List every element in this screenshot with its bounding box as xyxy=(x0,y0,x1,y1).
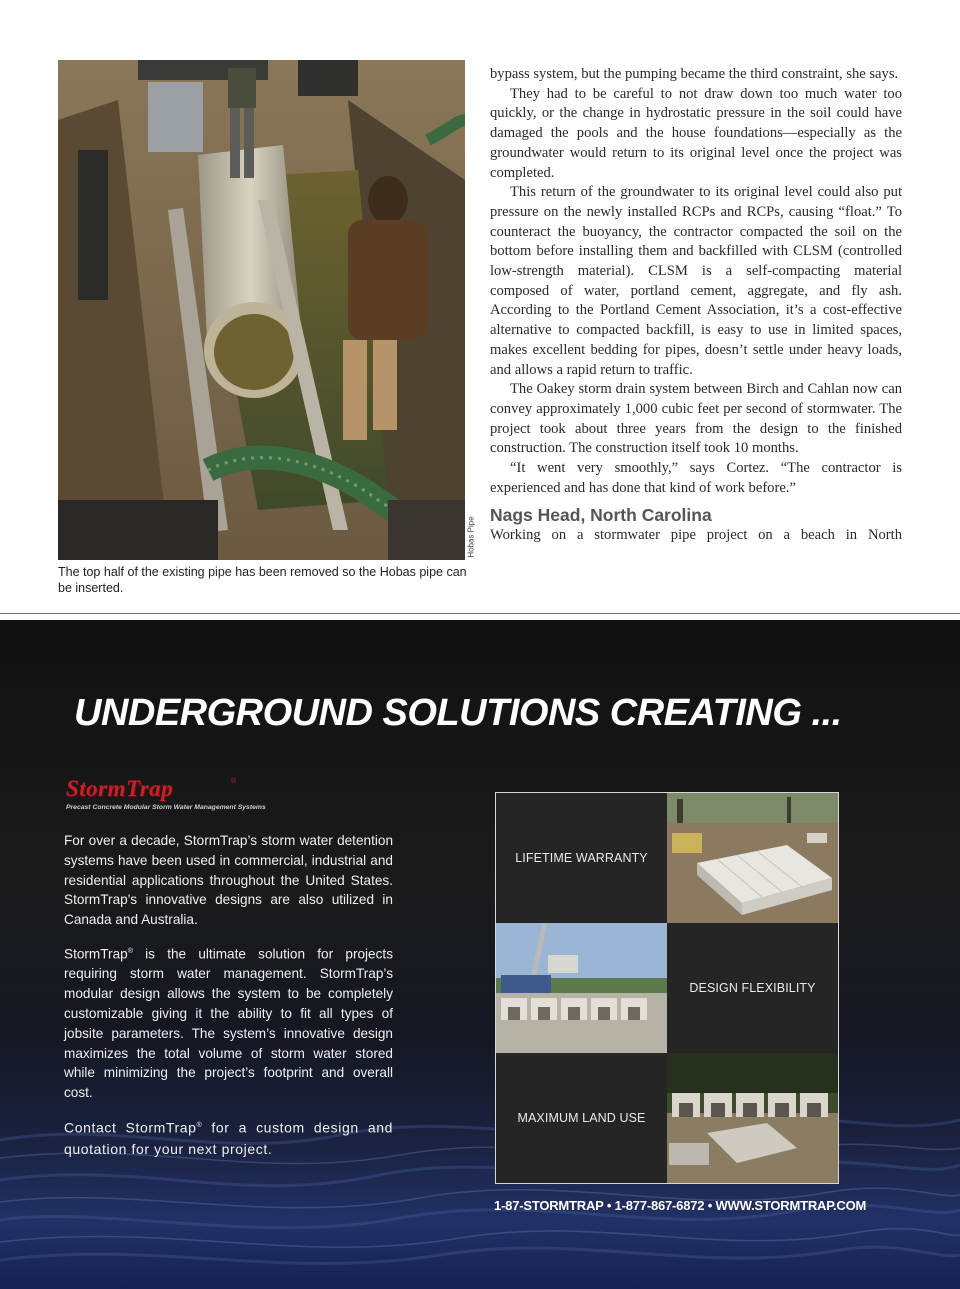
article-paragraph: bypass system, but the pumping became the third constraint, she says. xyxy=(490,66,899,82)
section-subheading: Nags Head, North Carolina xyxy=(490,505,712,526)
trench-pipe-illustration xyxy=(58,60,465,560)
ad-paragraph: For over a decade, StormTrap’s storm water detention systems have been used in commercial, industrial and residential applications throughout the United States. StormTrap's innovative designs are also utilized in Canada and Australia. xyxy=(64,833,393,928)
photo-caption: The top half of the existing pipe has been removed so the Hobas pipe can be inserted. xyxy=(58,565,467,595)
article-paragraph: Working on a stormwater pipe project on a beach in North xyxy=(490,527,902,544)
feature-design-flexibility: DESIGN FLEXIBILITY xyxy=(667,923,838,1053)
contact-lead: Contact StormTrap xyxy=(64,1119,197,1136)
logo-tagline: Precast Concrete Modular Storm Water Management Systems xyxy=(66,804,266,811)
article-paragraph: The Oakey storm drain system between Birch and Cahlan now can convey approximately 1,000 cubic feet per second of stormwater. The project took about three years from the design to the finished construction. The construction itself took 10 months. xyxy=(490,381,902,457)
photo-credit xyxy=(463,512,479,562)
ad-contact-footer: 1-87-STORMTRAP • 1-877-867-6872 • WWW.STORMTRAP.COM xyxy=(494,1198,867,1213)
ad-copy xyxy=(64,831,393,1172)
construction-site-image xyxy=(667,793,838,923)
brand-name: StormTrap xyxy=(64,946,128,962)
construction-photo xyxy=(58,60,465,560)
site-photo-2 xyxy=(496,923,667,1053)
ad-headline: UNDERGROUND SOLUTIONS CREATING ... xyxy=(74,692,842,734)
site-photo-1 xyxy=(667,793,838,923)
site-photo-3 xyxy=(667,1053,838,1183)
logo-wordmark: StormTrap xyxy=(66,776,174,801)
feature-grid xyxy=(495,792,839,1184)
article-paragraph: This return of the groundwater to its original level could also put pressure on the newly installed RCPs and RCPs, causing “float.” To counteract the buoyancy, the contractor compacted the soil on the bottom before installing them and backfilled with CLSM (controlled low-strength material). CLSM is a self-compacting material composed of water, portland cement, aggregate, and fly ash. According to the Portland Cement Association, it’s a cost-effective alternative to compacted backfill, is easy to use in limited spaces, makes excellent bedding for pipes, doesn’t settle under heavy loads, and allows a rapid return to traffic. xyxy=(490,184,902,378)
registered-mark: ® xyxy=(196,1121,203,1129)
feature-maximum-land-use: MAXIMUM LAND USE xyxy=(496,1053,667,1183)
ad-paragraph-text: is the ultimate solution for projects requiring storm water management. StormTrap’s modular design allows the system to be completely customizable giving it the ability to fit all types of jobsite parameters. The system’s innovative design maximizes the total volume of storm water stored while minimizing the project’s footprint and overall cost. xyxy=(64,946,393,1101)
ad-contact-paragraph xyxy=(64,1115,393,1160)
article-paragraph: “It went very smoothly,” says Cortez. “The contractor is experienced and has done that kind of work before.” xyxy=(490,460,902,496)
photo-credit-text: Hobas Pipe xyxy=(466,516,476,558)
stormtrap-logo xyxy=(64,776,266,816)
crane-lifting-image xyxy=(496,923,667,1053)
article-paragraph: They had to be careful to not draw down too much water too quickly, or the change in hydrostatic pressure in the soil could have damaged the pools and the house foundations—especially as the groundwater would return to its original level once the project was completed. xyxy=(490,85,902,181)
stormtrap-advertisement xyxy=(0,620,960,1289)
contact-text: for a custom design and quotation for your next project. xyxy=(64,1119,393,1157)
registered-mark: ® xyxy=(127,947,133,955)
ad-paragraph xyxy=(64,942,393,1103)
page-divider xyxy=(0,613,960,614)
article-column xyxy=(490,65,902,546)
modular-units-image xyxy=(667,1053,838,1183)
logo-registered-mark: ® xyxy=(231,778,237,785)
feature-lifetime-warranty: LIFETIME WARRANTY xyxy=(496,793,667,923)
